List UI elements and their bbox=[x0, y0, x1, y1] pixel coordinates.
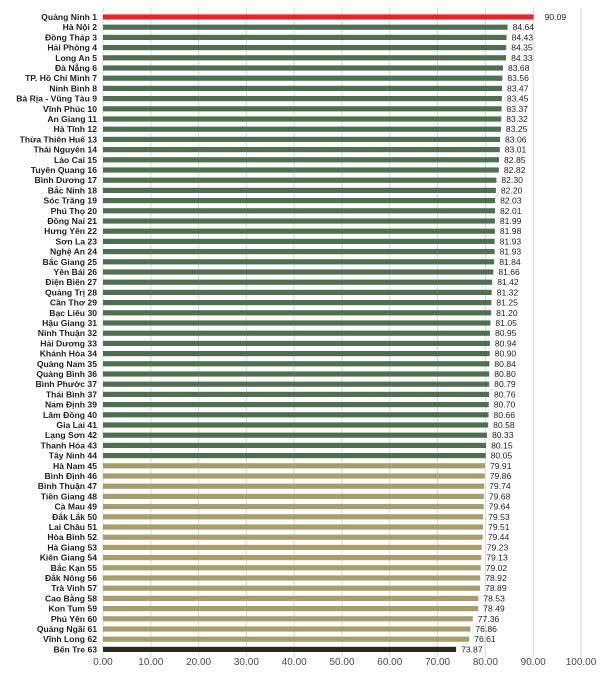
category-label: Hải Dương 33 bbox=[40, 338, 97, 349]
data-label: 78.53 bbox=[483, 593, 505, 604]
bar bbox=[103, 402, 489, 407]
bar bbox=[103, 320, 490, 325]
data-label: 76.86 bbox=[475, 624, 497, 634]
data-label: 80.80 bbox=[494, 369, 516, 379]
category-label: TP. Hồ Chí Minh 7 bbox=[25, 73, 97, 84]
data-label: 82.82 bbox=[503, 165, 526, 175]
category-label: Hà Tĩnh 12 bbox=[53, 124, 97, 135]
bar bbox=[103, 565, 481, 570]
bar bbox=[103, 514, 483, 519]
bar bbox=[103, 280, 492, 285]
bar bbox=[103, 259, 494, 264]
data-label: 84.33 bbox=[511, 52, 533, 63]
category-label: Kiên Giang 54 bbox=[39, 552, 97, 563]
category-label: Cần Thơ 29 bbox=[49, 297, 97, 308]
data-label: 84.43 bbox=[511, 32, 534, 43]
bar bbox=[103, 116, 501, 121]
data-label: 83.06 bbox=[505, 134, 527, 145]
bar bbox=[103, 494, 484, 499]
bar bbox=[103, 331, 490, 336]
data-label: 80.79 bbox=[494, 379, 516, 390]
bar bbox=[103, 147, 500, 152]
category-label: Hà Nam 45 bbox=[53, 460, 97, 471]
x-tick-label: 0.00 bbox=[93, 657, 113, 668]
category-label: Thái Nguyên 14 bbox=[33, 144, 97, 155]
data-label: 83.56 bbox=[507, 73, 529, 84]
data-label: 82.20 bbox=[500, 185, 523, 196]
category-label: Hà Nội 2 bbox=[62, 22, 97, 33]
category-label: Tuyên Quang 16 bbox=[30, 165, 97, 175]
bar bbox=[103, 25, 508, 30]
data-label: 82.03 bbox=[500, 195, 522, 206]
data-label: 90.09 bbox=[544, 12, 567, 22]
category-label: Cà Mau 49 bbox=[54, 501, 97, 512]
bar bbox=[103, 596, 478, 601]
x-axis-ticks bbox=[93, 657, 596, 668]
category-label: Đắk Lắk 50 bbox=[52, 511, 97, 522]
bar bbox=[103, 218, 495, 223]
bar bbox=[103, 637, 469, 642]
bar bbox=[103, 300, 491, 305]
bar bbox=[103, 361, 489, 366]
bar bbox=[103, 45, 506, 50]
bar bbox=[103, 504, 484, 509]
category-label: Khánh Hòa 34 bbox=[39, 348, 97, 359]
data-label: 79.44 bbox=[487, 532, 510, 543]
x-tick-label: 20.00 bbox=[186, 657, 212, 668]
category-label: Hưng Yên 22 bbox=[44, 226, 97, 237]
data-label: 82.85 bbox=[504, 154, 526, 165]
category-label: Ninh Thuận 32 bbox=[37, 328, 97, 339]
data-label: 82.01 bbox=[500, 205, 522, 216]
bar bbox=[103, 208, 495, 213]
category-label: Sơn La 23 bbox=[55, 236, 97, 247]
category-label: Cao Bằng 58 bbox=[44, 593, 97, 604]
data-label: 80.33 bbox=[491, 430, 514, 441]
category-label: Vĩnh Long 62 bbox=[43, 634, 97, 645]
data-label: 84.64 bbox=[512, 22, 535, 33]
data-label: 81.32 bbox=[496, 287, 519, 298]
data-label: 77.36 bbox=[477, 613, 500, 624]
category-label: Điện Biên 27 bbox=[45, 277, 97, 288]
data-label: 83.25 bbox=[505, 124, 528, 135]
bar bbox=[103, 453, 486, 458]
category-label: Tây Ninh 44 bbox=[48, 450, 97, 461]
category-label: Vĩnh Phúc 10 bbox=[43, 103, 97, 114]
data-label: 81.84 bbox=[499, 256, 521, 267]
data-label: 81.05 bbox=[495, 318, 517, 328]
bar bbox=[103, 484, 484, 489]
bar bbox=[103, 535, 483, 540]
category-labels bbox=[16, 12, 97, 654]
category-label: Bắc Giang 25 bbox=[42, 256, 97, 267]
data-label: 80.95 bbox=[494, 328, 517, 339]
category-label: Lâm Đồng 40 bbox=[43, 409, 97, 420]
bar bbox=[103, 392, 489, 397]
category-label: Gia Lai 41 bbox=[56, 420, 97, 430]
bar bbox=[103, 586, 480, 591]
bar bbox=[103, 86, 502, 91]
category-label: Thanh Hóa 43 bbox=[40, 440, 97, 451]
category-label: Đà Nẵng 6 bbox=[54, 63, 97, 73]
category-label: Quảng Trị 28 bbox=[44, 287, 97, 298]
x-tick-label: 90.00 bbox=[520, 657, 546, 668]
x-tick-label: 60.00 bbox=[377, 657, 403, 668]
data-label: 81.25 bbox=[496, 297, 518, 308]
bar bbox=[103, 422, 488, 427]
bars bbox=[103, 14, 534, 655]
x-tick-label: 10.00 bbox=[138, 657, 164, 668]
data-label: 80.70 bbox=[493, 399, 516, 410]
bar bbox=[103, 382, 489, 387]
bar bbox=[103, 269, 493, 274]
bar bbox=[103, 127, 501, 132]
data-label: 79.74 bbox=[489, 481, 511, 492]
bar bbox=[103, 35, 507, 40]
x-tick-label: 70.00 bbox=[425, 657, 451, 668]
category-label: An Giang 11 bbox=[47, 114, 97, 124]
category-label: Long An 5 bbox=[55, 52, 97, 63]
category-label: Yên Bái 26 bbox=[53, 267, 97, 277]
category-label: Bình Phước 37 bbox=[35, 379, 97, 390]
category-label: Phú Yên 60 bbox=[50, 613, 97, 624]
bar bbox=[103, 157, 499, 162]
category-label: Tiền Giang 48 bbox=[40, 491, 97, 502]
bar bbox=[103, 229, 495, 234]
data-label: 80.84 bbox=[494, 358, 516, 369]
data-label: 82.30 bbox=[501, 175, 523, 186]
category-label: Bình Thuận 47 bbox=[37, 481, 97, 492]
bar bbox=[103, 463, 485, 468]
x-tick-label: 40.00 bbox=[281, 657, 307, 668]
category-label: Bình Định 46 bbox=[44, 471, 97, 481]
bar bbox=[103, 616, 473, 621]
category-label: Ninh Bình 8 bbox=[49, 83, 97, 94]
x-tick-label: 100.00 bbox=[565, 657, 597, 668]
data-label: 80.94 bbox=[494, 338, 517, 349]
category-label: Bắc Ninh 18 bbox=[47, 185, 97, 196]
category-label: Bạc Liêu 30 bbox=[49, 307, 97, 318]
data-label: 79.91 bbox=[489, 460, 512, 471]
bar bbox=[103, 412, 489, 417]
data-label: 81.98 bbox=[499, 226, 522, 237]
data-label: 80.76 bbox=[494, 389, 516, 400]
data-label: 81.66 bbox=[498, 267, 520, 277]
data-label: 78.92 bbox=[485, 573, 507, 583]
category-label: Phú Thọ 20 bbox=[50, 205, 97, 216]
category-label: Đắk Nông 56 bbox=[44, 573, 97, 583]
bar bbox=[103, 555, 481, 560]
data-label: 79.02 bbox=[485, 562, 508, 573]
category-label: Bình Dương 17 bbox=[34, 175, 97, 186]
bar bbox=[103, 96, 502, 101]
data-label: 76.61 bbox=[474, 634, 496, 645]
category-label: Kon Tum 59 bbox=[48, 603, 97, 614]
data-label: 79.23 bbox=[486, 542, 509, 553]
bar bbox=[103, 14, 534, 19]
bar bbox=[103, 524, 483, 529]
data-label: 80.90 bbox=[494, 348, 517, 359]
bar bbox=[103, 249, 495, 254]
data-label: 81.93 bbox=[499, 236, 522, 247]
category-label: Hậu Giang 31 bbox=[42, 318, 97, 328]
bar bbox=[103, 647, 456, 652]
category-label: Sóc Trăng 19 bbox=[43, 195, 97, 206]
data-label: 79.68 bbox=[488, 491, 511, 502]
data-label: 79.86 bbox=[489, 471, 512, 481]
category-label: Trà Vinh 57 bbox=[51, 583, 97, 594]
data-label: 79.13 bbox=[486, 552, 508, 563]
bar bbox=[103, 310, 491, 315]
data-label: 79.53 bbox=[488, 511, 510, 522]
category-label: Bến Tre 63 bbox=[53, 644, 97, 655]
data-label: 83.47 bbox=[506, 83, 529, 94]
category-label: Lào Cai 15 bbox=[54, 154, 97, 165]
category-label: Bà Rịa - Vũng Tàu 9 bbox=[16, 93, 97, 104]
data-label: 84.35 bbox=[511, 42, 533, 53]
bar bbox=[103, 106, 502, 111]
data-label: 78.49 bbox=[483, 603, 505, 614]
bar bbox=[103, 167, 499, 172]
category-label: Hòa Bình 52 bbox=[47, 532, 97, 543]
bar bbox=[103, 371, 489, 376]
category-label: Lạng Sơn 42 bbox=[45, 430, 97, 441]
bar bbox=[103, 433, 487, 438]
data-label: 73.87 bbox=[461, 644, 483, 655]
bar bbox=[103, 473, 485, 478]
x-tick-label: 30.00 bbox=[233, 657, 259, 668]
bar bbox=[103, 198, 495, 203]
x-tick-label: 50.00 bbox=[329, 657, 355, 668]
bar bbox=[103, 443, 486, 448]
category-label: Quảng Nam 35 bbox=[36, 358, 97, 369]
category-label: Hà Giang 53 bbox=[47, 542, 97, 553]
data-label: 80.58 bbox=[493, 420, 515, 430]
data-label: 79.51 bbox=[488, 522, 510, 532]
data-label: 80.66 bbox=[493, 409, 516, 420]
x-tick-label: 80.00 bbox=[472, 657, 498, 668]
data-label: 83.68 bbox=[507, 63, 530, 73]
bar bbox=[103, 76, 502, 81]
data-label: 83.37 bbox=[506, 103, 529, 114]
category-label: Nghệ An 24 bbox=[50, 246, 97, 257]
bar bbox=[103, 575, 480, 580]
data-label: 83.32 bbox=[506, 114, 528, 124]
bar bbox=[103, 55, 506, 60]
data-label: 79.64 bbox=[488, 501, 511, 512]
category-label: Đồng Nai 21 bbox=[47, 216, 97, 226]
bar bbox=[103, 137, 500, 142]
data-label: 80.15 bbox=[491, 440, 513, 451]
bar bbox=[103, 178, 496, 183]
data-label: 81.99 bbox=[499, 216, 522, 226]
data-label: 83.01 bbox=[504, 144, 527, 155]
category-label: Quảng Bình 36 bbox=[36, 369, 97, 379]
category-label: Thái Bình 37 bbox=[45, 389, 97, 400]
data-label: 81.93 bbox=[499, 246, 522, 257]
bar bbox=[103, 188, 496, 193]
bar bbox=[103, 351, 490, 356]
category-label: Hải Phòng 4 bbox=[47, 42, 97, 53]
bar bbox=[103, 65, 503, 70]
bar bbox=[103, 239, 495, 244]
data-label: 81.20 bbox=[496, 307, 518, 318]
data-label: 80.05 bbox=[490, 450, 513, 461]
category-label: Lai Châu 51 bbox=[48, 522, 97, 532]
bar bbox=[103, 545, 482, 550]
data-label: 78.89 bbox=[485, 583, 507, 594]
category-label: Quảng Ngãi 61 bbox=[36, 624, 97, 634]
data-label: 83.45 bbox=[506, 93, 529, 104]
category-label: Quảng Ninh 1 bbox=[41, 12, 97, 22]
category-label: Nam Định 39 bbox=[44, 399, 97, 410]
category-label: Bắc Kạn 55 bbox=[50, 562, 97, 573]
bar bbox=[103, 606, 478, 611]
category-label: Thừa Thiên Huế 13 bbox=[19, 134, 97, 145]
bar bbox=[103, 290, 492, 295]
category-label: Đồng Tháp 3 bbox=[44, 32, 97, 43]
bar bbox=[103, 341, 490, 346]
bar bbox=[103, 626, 470, 631]
data-label: 81.42 bbox=[497, 277, 519, 288]
